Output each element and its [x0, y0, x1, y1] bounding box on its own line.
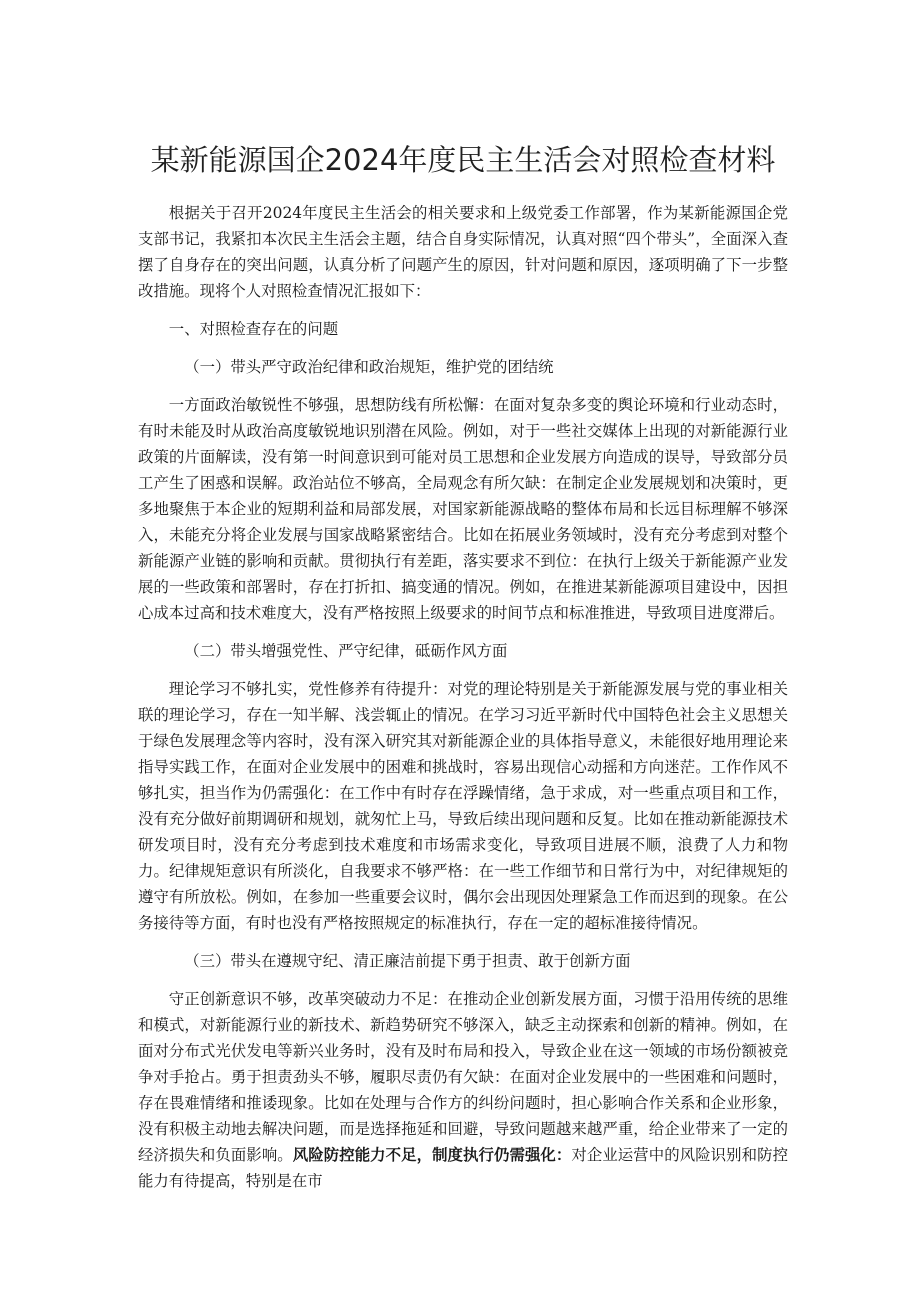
subsection-body-3-bold: 风险防控能力不足，制度执行仍需强化： — [292, 1146, 572, 1164]
subsection-heading-1: （一）带头严守政治纪律和政治规矩，维护党的团结统 — [184, 358, 554, 376]
subsection-body-3-text: 守正创新意识不够，改革突破动力不足：在推动企业创新发展方面，习惯于沿用传统的思维和模式，对新能源行业的新技术、新趋势研究不够深入，缺乏主动探索和创新的精神。例如，在面对分布式光伏发电等新兴业务时，没有及时布局和投入，导致企业在这一领域的市场份额被竞争对手抢占。勇于担责劲头不够，履职尽责仍有欠缺：在面对企业发展中的一些困难和问题时，存在畏难情绪和推诿现象。比如在处理与合作方的纠纷问题时，担心影响合作关系和企业形象，没有积极主动地去解决问题，而是选择拖延和回避，导致问题越来越严重，给企业带来了一定的经济损失和负面影响。 — [138, 990, 788, 1164]
subsection-body-3-tail: 对企业运营中的风险识别和防控能力有待提高，特别是在市 — [138, 1146, 788, 1190]
subsection-body-3 — [138, 986, 788, 1194]
section-heading-1: 一、对照检查存在的问题 — [168, 320, 339, 338]
document-page — [138, 140, 788, 1194]
intro-paragraph: 根据关于召开2024年度民主生活会的相关要求和上级党委工作部署，作为某新能源国企党支部书记，我紧扣本次民主生活会主题，结合自身实际情况，认真对照“四个带头”，全面深入查摆了自身存在的突出问题，认真分析了问题产生的原因，针对问题和原因，逐项明确了下一步整改措施。现将个人对照检查情况汇报如下： — [138, 204, 788, 300]
subsection-heading-2: （二）带头增强党性、严守纪律，砥砺作风方面 — [184, 642, 508, 660]
subsection-heading-3: （三）带头在遵规守纪、清正廉洁前提下勇于担责、敢于创新方面 — [184, 952, 631, 970]
subsection-body-1: 一方面政治敏锐性不够强，思想防线有所松懈：在面对复杂多变的舆论环境和行业动态时，有时未能及时从政治高度敏锐地识别潜在风险。例如，对于一些社交媒体上出现的对新能源行业政策的片面解读，没有第一时间意识到可能对员工思想和企业发展方向造成的误导，导致部分员工产生了困惑和误解。政治站位不够高，全局观念有所欠缺：在制定企业发展规划和决策时，更多地聚焦于本企业的短期利益和局部发展，对国家新能源战略的整体布局和长远目标理解不够深入，未能充分将企业发展与国家战略紧密结合。比如在拓展业务领域时，没有充分考虑到对整个新能源产业链的影响和贡献。贯彻执行有差距，落实要求不到位：在执行上级关于新能源产业发展的一些政策和部署时，存在打折扣、搞变通的情况。例如，在推进某新能源项目建设中，因担心成本过高和技术难度大，没有严格按照上级要求的时间节点和标准推进，导致项目进度滞后。 — [138, 396, 788, 622]
document-title: 某新能源国企2024年度民主生活会对照检查材料 — [150, 143, 776, 177]
subsection-body-2: 理论学习不够扎实，党性修养有待提升：对党的理论特别是关于新能源发展与党的事业相关联的理论学习，存在一知半解、浅尝辄止的情况。在学习习近平新时代中国特色社会主义思想关于绿色发展理念等内容时，没有深入研究其对新能源企业的具体指导意义，未能很好地用理论来指导实践工作，在面对企业发展中的困难和挑战时，容易出现信心动摇和方向迷茫。工作作风不够扎实，担当作为仍需强化：在工作中有时存在浮躁情绪，急于求成，对一些重点项目和工作，没有充分做好前期调研和规划，就匆忙上马，导致后续出现问题和反复。比如在推动新能源技术研发项目时，没有充分考虑到技术难度和市场需求变化，导致项目进展不顺，浪费了人力和物力。纪律规矩意识有所淡化，自我要求不够严格：在一些工作细节和日常行为中，对纪律规矩的遵守有所放松。例如，在参加一些重要会议时，偶尔会出现因处理紧急工作而迟到的现象。在公务接待等方面，有时也没有严格按照规定的标准执行，存在一定的超标准接待情况。 — [138, 680, 788, 932]
